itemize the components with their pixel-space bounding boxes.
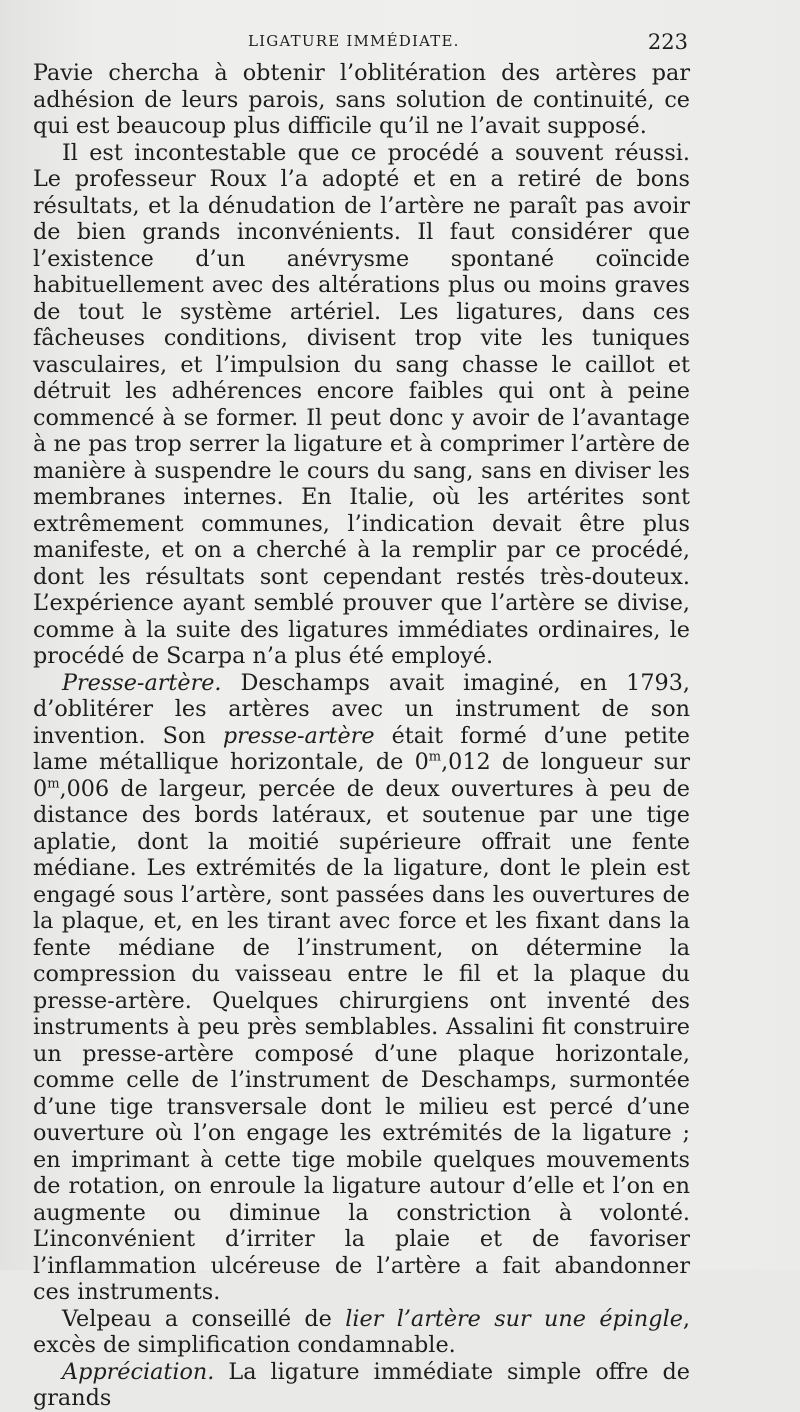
text-run: ,006 de largeur, percée de deux ouvertures à peu de distance des bords latéraux, et soutenue par une tige aplatie, dont la moitié supérieure offrait une fente médiane. Les extrémités de la ligature, dont le plein est engagé sous l’artère, sont passées dans les ouvertures de la plaque, et, en les tirant avec force et les fixant dans la fente médiane de l’instrument, on détermine la compression du vaisseau entre le fil et la plaque du presse-artère. Quelques chirurgiens ont inventé des instruments à peu près semblables. Assalini fit construire un presse-artère composé d’une plaque horizontale, comme celle de l’instrument de Deschamps, surmontée d’une tige transversale dont le milieu est percé d’une ouverture où l’on engage les extrémités de la ligature ; en imprimant à cette tige mobile quelques mouvements de rotation, on enroule la ligature autour d’elle et l’on en augmente ou diminue la constriction à volonté. L’inconvénient d’irriter la plaie et de favoriser l’inflammation ulcéreuse de l’artère a fait abandonner ces instruments. xyxy=(33,775,690,1305)
section-heading-presse-artere: Presse-artère. xyxy=(62,669,222,696)
body-text xyxy=(33,60,690,1412)
text-run: était formé d’une petite lame métallique horizontale, de 0 xyxy=(33,722,690,775)
paragraph-presse-artere xyxy=(33,670,690,1306)
paragraph-velpeau xyxy=(33,1306,690,1359)
unit-superscript: m xyxy=(428,749,442,765)
paragraph-appreciation xyxy=(33,1359,690,1412)
paragraph-procede: Il est incontestable que ce procédé a souvent réussi. Le professeur Roux l’a adopté et en a retiré de bons résultats, et la dénudation de l’artère ne paraît pas avoir de bien grands inconvénients. Il faut considérer que l’existence d’un anévrysme spontané coïncide habituellement avec des altérations plus ou moins graves de tout le système artériel. Les ligatures, dans ces fâcheuses conditions, divisent trop vite les tuniques vasculaires, et l’impulsion du sang chasse le caillot et détruit les adhérences encore faibles qui ont à peine commencé à se former. Il peut donc y avoir de l’avantage à ne pas trop serrer la ligature et à comprimer l’artère de manière à suspendre le cours du sang, sans en diviser les membranes internes. En Italie, où les artérites sont extrêmement communes, l’indication devait être plus manifeste, et on a cherché à la remplir par ce procédé, dont les résultats sont cependant restés très-douteux. L’expérience ayant semblé prouver que l’artère se divise, comme à la suite des ligatures immédiates ordinaires, le procédé de Scarpa n’a plus été employé. xyxy=(33,139,690,669)
paragraph-pavie: Pavie chercha à obtenir l’oblitération des artères par adhésion de leurs parois, sans solution de continuité, ce qui est beaucoup plus difficile qu’il ne l’avait supposé. xyxy=(33,60,690,139)
page-header xyxy=(34,30,688,56)
running-head: LIGATURE IMMÉDIATE. xyxy=(248,32,460,50)
text-run: , excès de simplification condamnable. xyxy=(33,1305,690,1358)
page-number: 223 xyxy=(647,30,688,54)
unit-superscript: m xyxy=(47,776,60,792)
italic-phrase: lier l’artère sur une épingle xyxy=(345,1305,683,1332)
text-run: Velpeau a conseillé de xyxy=(62,1305,346,1332)
text-run: La ligature immédiate simple offre de grands xyxy=(33,1358,690,1411)
section-heading-appreciation: Appréciation. xyxy=(62,1358,215,1385)
text-run: ,012 de longueur sur 0 xyxy=(33,749,690,802)
italic-term: presse-artère xyxy=(222,722,375,749)
text-run: Deschamps avait imaginé, en 1793, d’oblitérer les artères avec un instrument de son invention. Son xyxy=(33,669,690,749)
